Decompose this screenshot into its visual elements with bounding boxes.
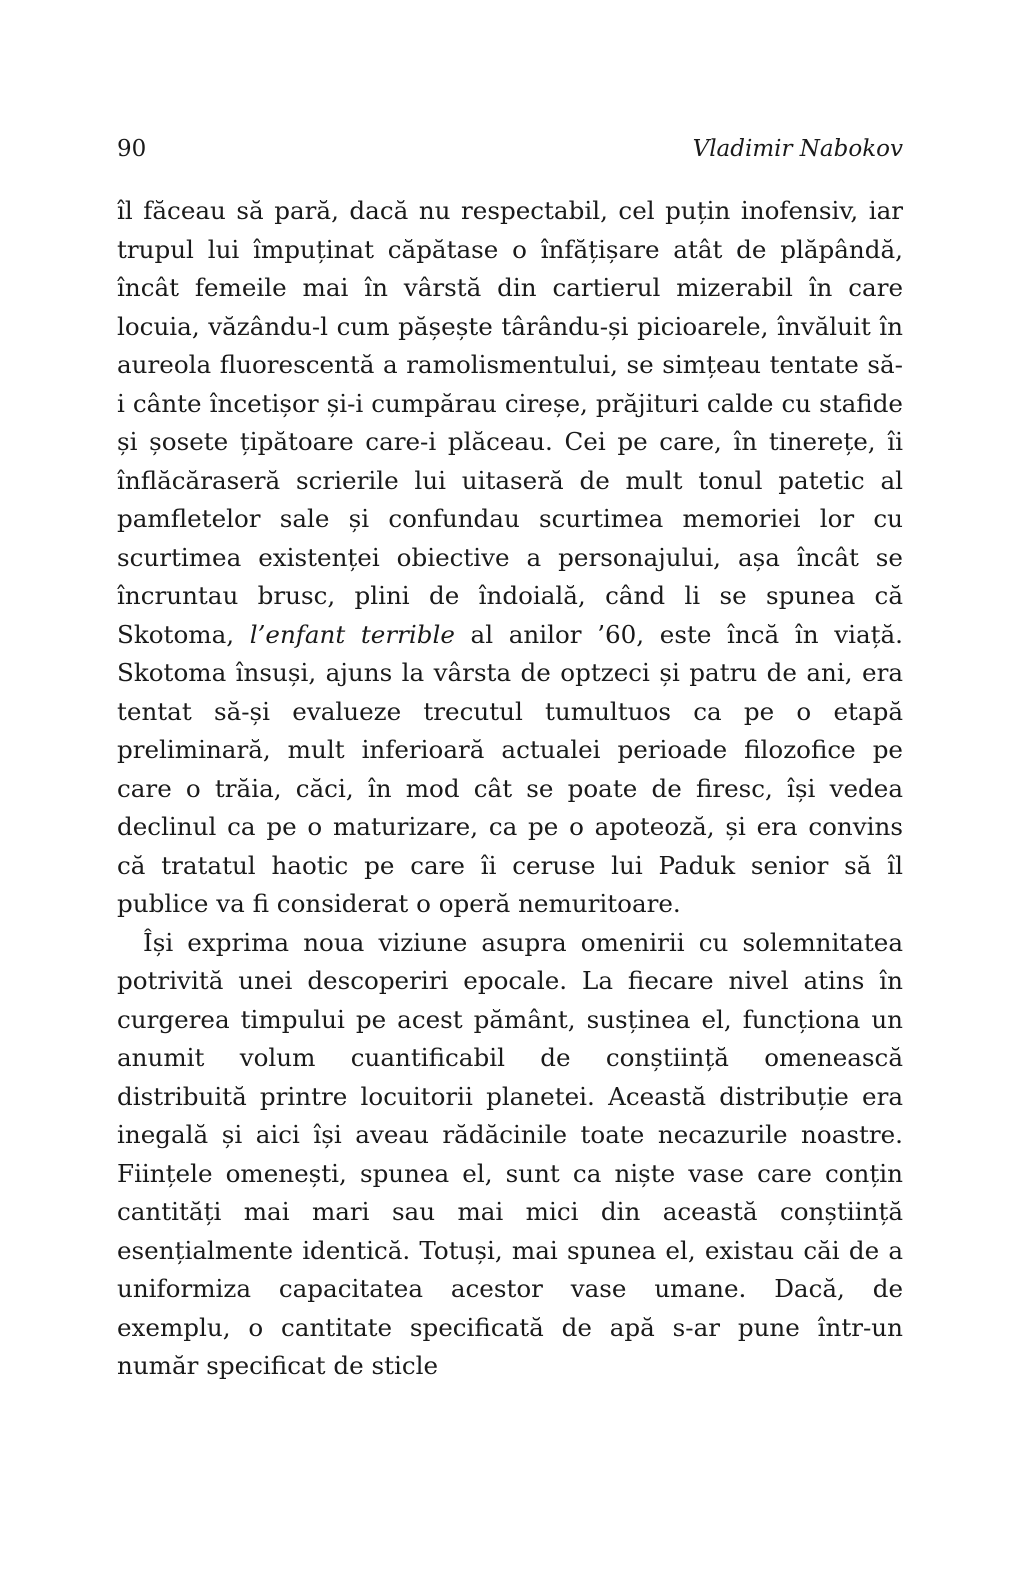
italic-phrase: l’enfant terrible [249,619,455,649]
paragraph-1 [117,192,903,924]
body-text [117,192,903,1386]
paragraph-1-text-b: al anilor ’60, este încă în viață. Skotoma însuși, ajuns la vârsta de optzeci și patru de ani, era tentat să-și evalueze trecutul tumultuos ca pe o etapă preliminară, mult inferioară actualei perioade filozofice pe care o trăia, căci, în mod cât se poate de firesc, își vedea declinul ca pe o maturizare, ca pe o apoteoză, și era convins că tratatul haotic pe care îi ceruse lui Paduk senior să îl publice va fi considerat o operă nemuritoare. [117,619,903,918]
paragraph-2: Își exprima noua viziune asupra omenirii cu solemnitatea potrivită unei descoperiri epocale. La fiecare nivel atins în curgerea timpului pe acest pământ, susținea el, funcționa un anumit volum cuantificabil de conștiință omenească distribuită printre locuitorii planetei. Această distribuție era inegală și aici își aveau rădăcinile toate necazurile noastre. Ființele omenești, spunea el, sunt ca niște vase care conțin cantități mai mari sau mai mici din această conștiință esențialmente identică. Totuși, mai spunea el, existau căi de a uniformiza capacitatea acestor vase umane. Dacă, de exemplu, o cantitate specificată de apă s-ar pune într-un număr specificat de sticle [117,927,903,1380]
paragraph-1-text-a: îl făceau să pară, dacă nu respectabil, cel puțin inofensiv, iar trupul lui împuținat căpătase o înfățișare atât de plăpândă, încât femeile mai în vârstă din cartierul mizerabil în care locuia, văzându-l cum pășește târându-și picioarele, învăluit în aureola fluorescentă a ramolismentului, se simțeau tentate să-i cânte încetișor și-i cumpărau cireșe, prăjituri calde cu stafide și șosete țipătoare care-i plăceau. Cei pe care, în tinerețe, îi înflăcăraseră scrierile lui uitaseră de mult tonul patetic al pamfletelor sale și confundau scurtimea memoriei lor cu scurtimea existenței obiective a personajului, așa încât se încruntau brusc, plini de îndoială, când li se spunea că Skotoma, [117,196,903,649]
page-header [117,132,903,166]
running-head: Vladimir Nabokov [692,136,903,162]
page-number: 90 [117,136,147,162]
book-page [117,0,903,1575]
